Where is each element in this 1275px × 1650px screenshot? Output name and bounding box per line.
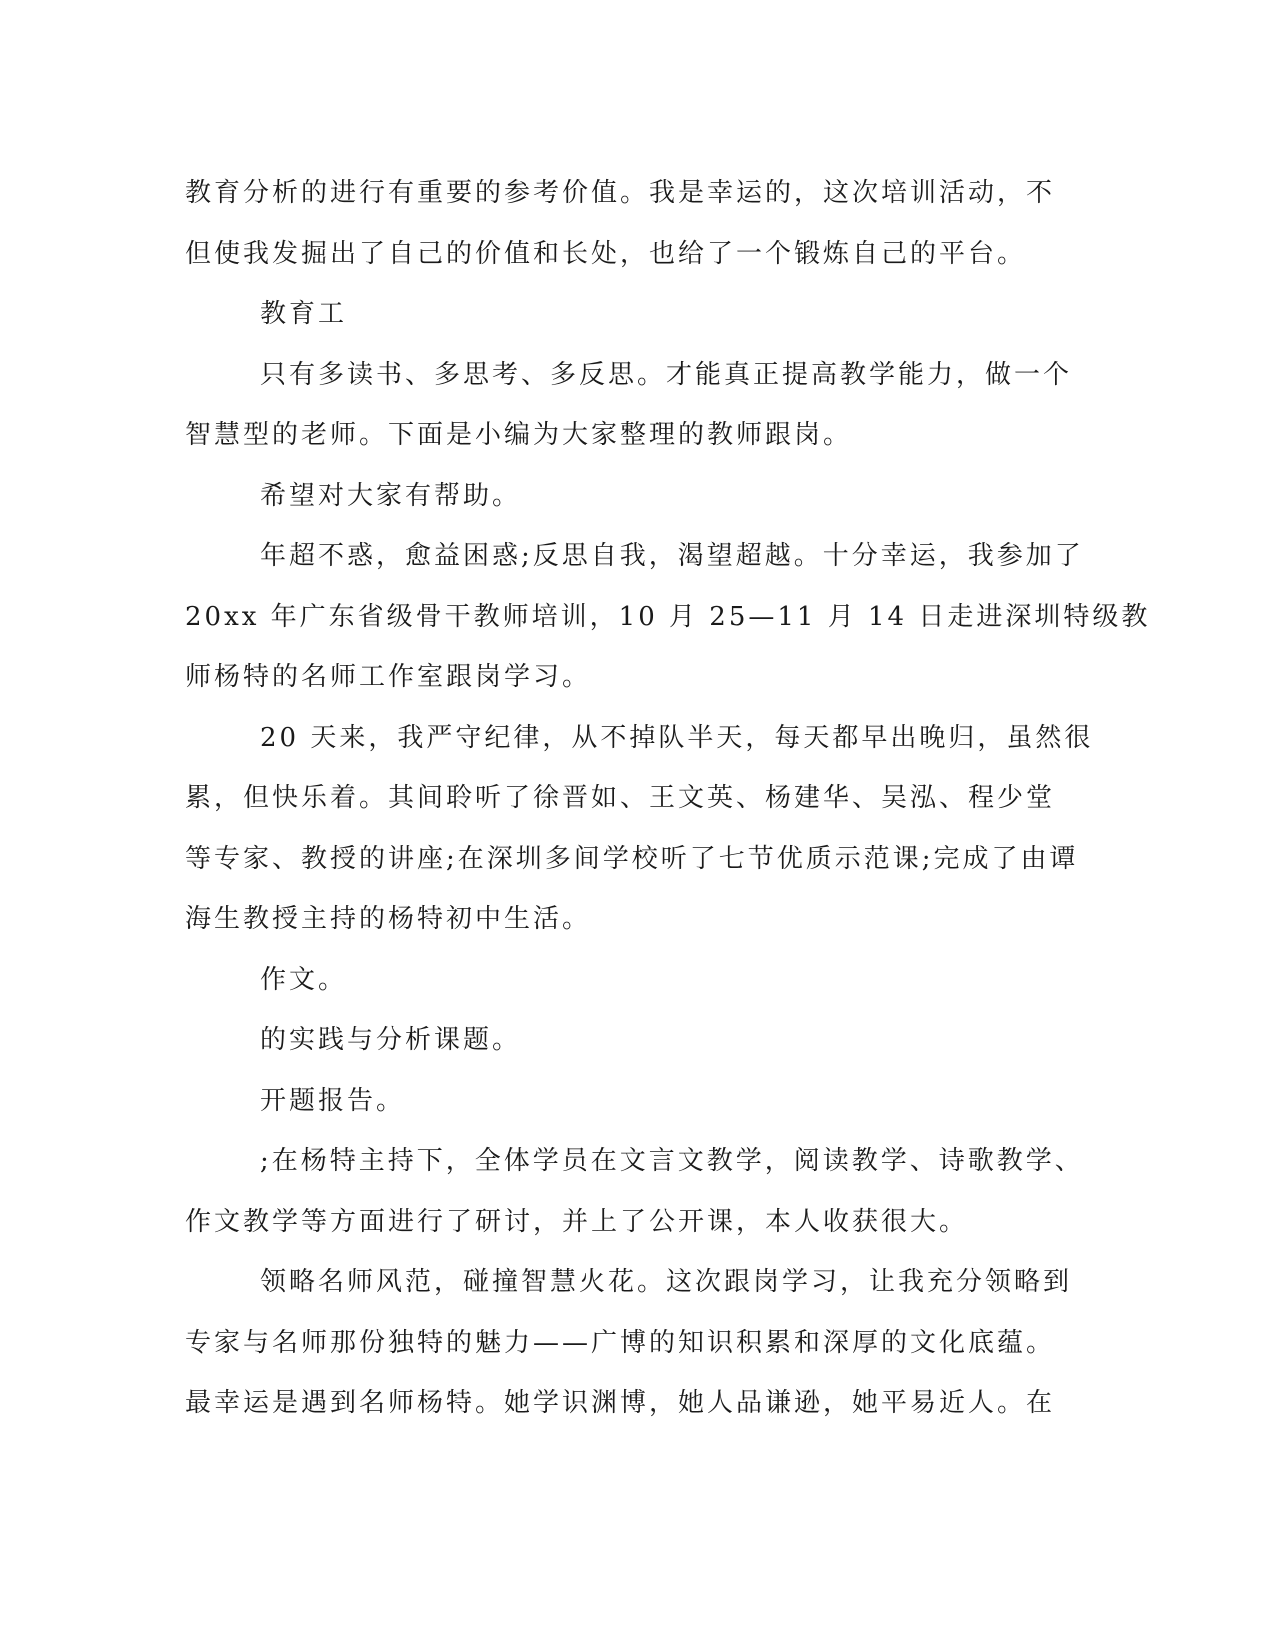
text-line: 年超不惑，愈益困惑;反思自我，渴望超越。十分幸运，我参加了 bbox=[260, 541, 1084, 571]
text-line: ;在杨特主持下，全体学员在文言文教学，阅读教学、诗歌教学、 bbox=[260, 1146, 1084, 1176]
text-line: 只有多读书、多思考、多反思。才能真正提高教学能力，做一个 bbox=[260, 359, 1073, 390]
text-line: 的实践与分析课题。 bbox=[260, 1025, 522, 1055]
text-line: 最幸运是遇到名师杨特。她学识渊博，她人品谦逊，她平易近人。在 bbox=[185, 1388, 1056, 1418]
text-line: 师杨特的名师工作室跟岗学习。 bbox=[185, 662, 592, 692]
text-line: 20 天来，我严守纪律，从不掉队半天，每天都早出晚归，虽然很 bbox=[260, 722, 1094, 753]
text-line: 等专家、教授的讲座;在深圳多间学校听了七节优质示范课;完成了由谭 bbox=[185, 843, 1079, 874]
text-line: 专家与名师那份独特的魅力——广博的知识积累和深厚的文化底蕴。 bbox=[185, 1327, 1056, 1358]
text-line: 教育分析的进行有重要的参考价值。我是幸运的，这次培训活动，不 bbox=[185, 178, 1056, 208]
text-line: 但使我发掘出了自己的价值和长处，也给了一个锻炼自己的平台。 bbox=[185, 238, 1027, 269]
text-line: 开题报告。 bbox=[260, 1085, 406, 1116]
text-line: 累，但快乐着。其间聆听了徐晋如、王文英、杨建华、吴泓、程少堂 bbox=[185, 783, 1056, 813]
text-line: 作文。 bbox=[260, 964, 348, 995]
text-line: 20xx 年广东省级骨干教师培训，10 月 25—11 月 14 日走进深圳特级教 bbox=[185, 601, 1151, 632]
text-line: 智慧型的老师。下面是小编为大家整理的教师跟岗。 bbox=[185, 420, 853, 450]
text-line: 教育工 bbox=[260, 299, 348, 329]
text-line: 作文教学等方面进行了研讨，并上了公开课，本人收获很大。 bbox=[185, 1206, 969, 1237]
text-line: 领略名师风范，碰撞智慧火花。这次跟岗学习，让我充分领略到 bbox=[260, 1267, 1073, 1297]
body-text bbox=[185, 163, 1151, 1434]
text-line: 希望对大家有帮助。 bbox=[260, 480, 522, 511]
text-line: 海生教授主持的杨特初中生活。 bbox=[185, 904, 592, 934]
